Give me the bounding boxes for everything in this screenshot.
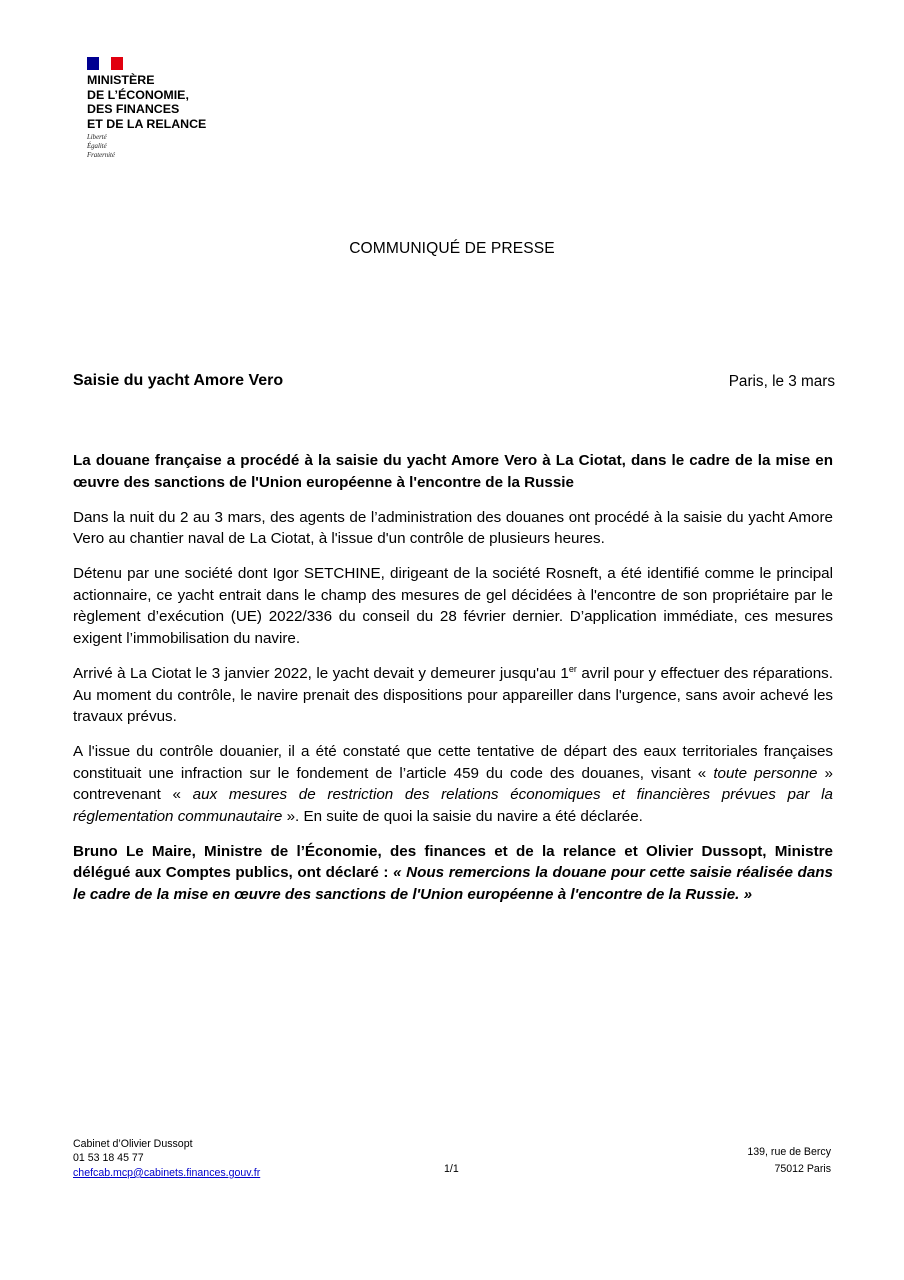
place-date: Paris, le 3 mars — [728, 373, 835, 390]
address-street: 139, rue de Bercy — [747, 1146, 831, 1158]
ministry-line: DES FINANCES — [87, 102, 180, 117]
ministry-line: DE L’ÉCONOMIE, — [87, 87, 189, 102]
paragraph-seizure: Dans la nuit du 2 au 3 mars, des agents de l’administration des douanes ont procédé à la saisie du yacht Amore Vero au chantier naval de La Ciotat, à l'issue d'un contrôle de plusieurs heures. — [73, 508, 833, 548]
motto-line: Liberté — [87, 134, 107, 142]
superscript: er — [568, 663, 577, 674]
text-run: ». En suite de quoi la saisie du navire a été déclarée. — [282, 807, 643, 825]
minister-quote: « Nous remercions la douane pour cette saisie réalisée dans le cadre de la mise en œuvre des sanctions de l'Union européenne à l'encontre de la Russie. » — [73, 864, 833, 904]
paragraph-owner: Détenu par une société dont Igor SETCHINE, dirigeant de la société Rosneft, a été identifié comme le principal actionnaire, ce yacht entrait dans le champ des mesures de gel décidées à l'encontre de son propriétaire par le règlement d’exécution (UE) 2022/336 du conseil du 28 février dernier. D’application immédiate, ces mesures exigent l’immobilisation du navire. — [73, 565, 833, 647]
flag-blue-band — [87, 57, 99, 70]
text-run: A l'issue du contrôle douanier, il a été constaté que cette tentative de départ des eaux territoriales françaises constituait une infraction sur le fondement de l’article 459 du code des douanes, visant « — [73, 743, 833, 782]
contact-phone: 01 53 18 45 77 — [73, 1152, 144, 1165]
ministry-line: MINISTÈRE — [87, 73, 155, 87]
paragraph-infraction — [73, 741, 833, 827]
press-release-body — [73, 450, 833, 919]
footer-address — [747, 1144, 831, 1178]
document-type: COMMUNIQUÉ DE PRESSE — [349, 240, 555, 257]
italic-run: toute personne — [713, 764, 818, 782]
footer-contact — [73, 1137, 260, 1180]
motto-line: Fraternité — [87, 151, 115, 159]
flag-white-band — [99, 57, 111, 70]
contact-name: Cabinet d’Olivier Dussopt — [73, 1138, 193, 1150]
lead-paragraph: La douane française a procédé à la saisie du yacht Amore Vero à La Ciotat, dans le cadre de la mise en œuvre des sanctions de l'Union européenne à l'encontre de la Russie — [73, 452, 833, 491]
flag-red-band — [111, 57, 123, 70]
republic-flag-icon — [87, 57, 123, 70]
ministry-logo — [87, 57, 247, 160]
address-city: 75012 Paris — [774, 1163, 831, 1175]
ministry-name — [87, 73, 247, 131]
text-run: Bruno Le Maire, Ministre de l’Économie, des finances et de la relance et Olivier Dussopt, Ministre délégué aux Comptes publics, ont déclaré : — [73, 842, 833, 882]
contact-email-link[interactable]: chefcab.mcp@cabinets.finances.gouv.fr — [73, 1166, 261, 1179]
page-number: 1/1 — [444, 1163, 459, 1175]
republic-motto — [87, 134, 247, 160]
motto-line: Égalité — [87, 142, 107, 150]
italic-run: aux mesures de restriction des relations économiques et financières prévues par la réglementation communautaire — [73, 786, 833, 825]
page-title: Saisie du yacht Amore Vero — [73, 372, 284, 389]
paragraph-statement — [73, 841, 833, 906]
text-run: Arrivé à La Ciotat le 3 janvier 2022, le yacht devait y demeurer jusqu'au 1 — [73, 664, 569, 682]
text-run: avril pour y effectuer des réparations. Au moment du contrôle, le navire prenait des dispositions pour appareiller dans l'urgence, sans avoir achevé les travaux prévus. — [73, 664, 833, 726]
paragraph-arrival — [73, 663, 833, 728]
text-run: » contrevenant « — [73, 764, 833, 804]
ministry-line: ET DE LA RELANCE — [87, 116, 207, 131]
